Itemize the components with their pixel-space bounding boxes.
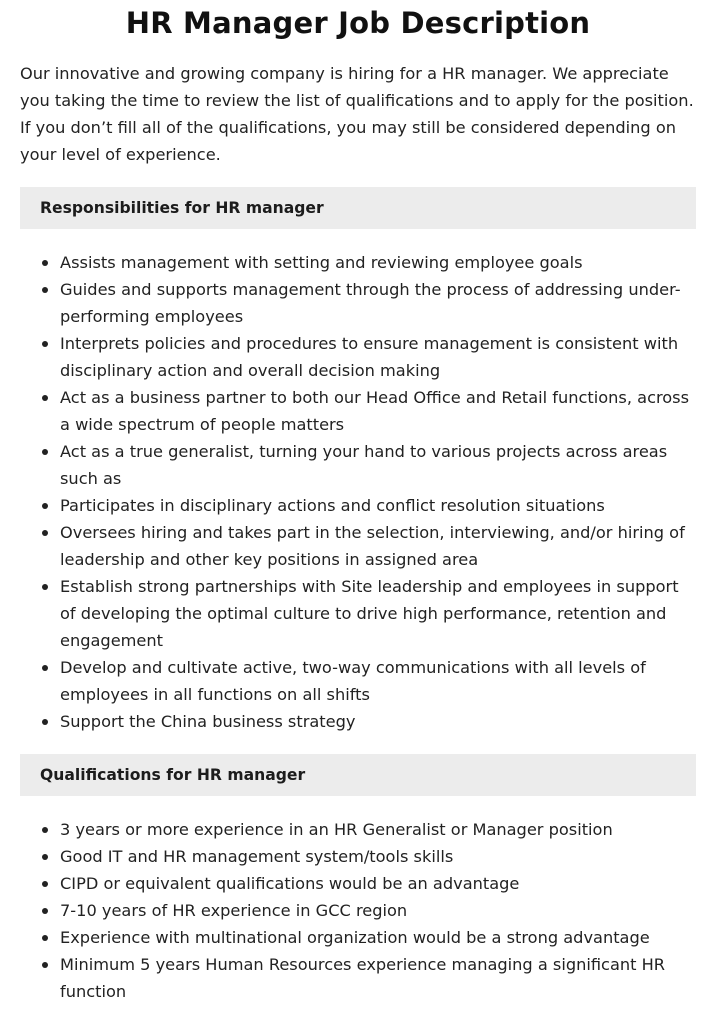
bullet-icon — [42, 341, 48, 347]
responsibilities-list — [20, 249, 696, 735]
responsibility-text: Support the China business strategy — [60, 712, 356, 731]
qualification-text: Good IT and HR management system/tools skills — [60, 847, 454, 866]
qualification-text: Minimum 5 years Human Resources experience managing a significant HR function — [60, 955, 666, 1001]
responsibility-item — [20, 249, 696, 276]
responsibility-text: Interprets policies and procedures to ensure management is consistent with disciplinary action and overall decision making — [60, 334, 679, 380]
qualifications-list — [20, 816, 696, 1005]
responsibility-text: Participates in disciplinary actions and conflict resolution situations — [60, 496, 605, 515]
responsibilities-heading: Responsibilities for HR manager — [20, 187, 696, 229]
responsibility-item — [20, 438, 696, 492]
responsibility-item — [20, 519, 696, 573]
bullet-icon — [42, 962, 48, 968]
bullet-icon — [42, 908, 48, 914]
bullet-icon — [42, 584, 48, 590]
responsibility-item — [20, 708, 696, 735]
responsibility-item — [20, 384, 696, 438]
responsibility-item — [20, 330, 696, 384]
responsibility-item — [20, 492, 696, 519]
responsibility-item — [20, 276, 696, 330]
qualification-text: 3 years or more experience in an HR Generalist or Manager position — [60, 820, 613, 839]
qualification-text: Experience with multinational organization would be a strong advantage — [60, 928, 650, 947]
responsibility-text: Oversees hiring and takes part in the selection, interviewing, and/or hiring of leadership and other key positions in assigned area — [60, 523, 685, 569]
bullet-icon — [42, 287, 48, 293]
job-description-page — [20, 0, 696, 1005]
bullet-icon — [42, 854, 48, 860]
bullet-icon — [42, 881, 48, 887]
qualification-text: 7-10 years of HR experience in GCC region — [60, 901, 408, 920]
intro-paragraph: Our innovative and growing company is hiring for a HR manager. We appreciate you taking the time to review the list of qualifications and to apply for the position. If you don’t fill all of the qualifications, you may still be considered depending on your level of experience. — [20, 64, 694, 164]
responsibility-item — [20, 654, 696, 708]
qualification-item — [20, 951, 696, 1005]
bullet-icon — [42, 503, 48, 509]
responsibility-text: Establish strong partnerships with Site leadership and employees in support of developing the optimal culture to drive high performance, retention and engagement — [60, 577, 679, 650]
bullet-icon — [42, 395, 48, 401]
responsibility-text: Develop and cultivate active, two-way communications with all levels of employees in all functions on all shifts — [60, 658, 646, 704]
qualification-text: CIPD or equivalent qualifications would be an advantage — [60, 874, 520, 893]
bullet-icon — [42, 260, 48, 266]
responsibility-text: Guides and supports management through the process of addressing under-performing employees — [60, 280, 681, 326]
qualification-item — [20, 816, 696, 843]
bullet-icon — [42, 449, 48, 455]
bullet-icon — [42, 827, 48, 833]
qualifications-heading: Qualifications for HR manager — [20, 754, 696, 796]
qualification-item — [20, 870, 696, 897]
bullet-icon — [42, 935, 48, 941]
bullet-icon — [42, 665, 48, 671]
qualification-item — [20, 897, 696, 924]
responsibility-text: Act as a business partner to both our Head Office and Retail functions, across a wide spectrum of people matters — [60, 388, 690, 434]
responsibility-text: Assists management with setting and reviewing employee goals — [60, 253, 583, 272]
page-title: HR Manager Job Description — [125, 6, 591, 40]
responsibility-text: Act as a true generalist, turning your hand to various projects across areas such as — [60, 442, 668, 488]
responsibility-item — [20, 573, 696, 654]
bullet-icon — [42, 719, 48, 725]
qualification-item — [20, 924, 696, 951]
qualification-item — [20, 843, 696, 870]
bullet-icon — [42, 530, 48, 536]
